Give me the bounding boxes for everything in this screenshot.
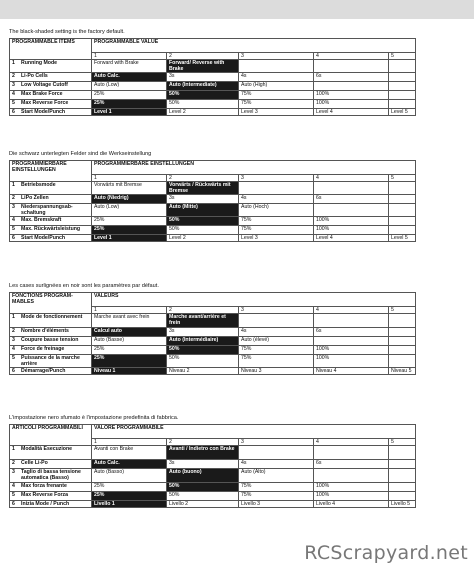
column-number: 1 (92, 53, 167, 60)
value-cell: Level 4 (314, 109, 389, 116)
table-row (10, 501, 416, 508)
item-label (10, 469, 92, 483)
table-row (10, 82, 416, 91)
item-name: LiPo Zellen (21, 195, 49, 201)
default-value-cell: Level 1 (92, 109, 167, 116)
item-label (10, 337, 92, 346)
item-number: 4 (12, 217, 15, 223)
value-cell: Livello 2 (167, 501, 239, 508)
value-cell (314, 337, 389, 346)
item-label (10, 109, 92, 116)
item-label (10, 446, 92, 460)
value-cell (389, 314, 416, 328)
value-cell: Auto (Low) (92, 82, 167, 91)
item-label (10, 73, 92, 82)
table-row (10, 469, 416, 483)
item-label (10, 195, 92, 204)
column-number: 3 (239, 175, 314, 182)
default-value-cell: 25% (92, 355, 167, 368)
item-label (10, 204, 92, 217)
item-label (10, 314, 92, 328)
value-cell: 100% (314, 355, 389, 368)
table-row (10, 226, 416, 235)
values-column-header: PROGRAMMABLE VALUE (92, 39, 416, 53)
default-value-cell: Auto (buono) (167, 469, 239, 483)
item-label (10, 328, 92, 337)
item-name: Celle Li-Po (21, 460, 48, 466)
item-number: 1 (12, 446, 15, 452)
value-cell: 100% (314, 492, 389, 501)
value-cell: 3s (167, 460, 239, 469)
value-cell (389, 446, 416, 460)
column-number: 1 (92, 175, 167, 182)
value-cell: Level 3 (239, 109, 314, 116)
table-row (10, 337, 416, 346)
item-number: 6 (12, 368, 15, 374)
value-cell (239, 446, 314, 460)
table-header-row (10, 39, 416, 53)
values-column-header: VALORE PROGRAMMABILE (92, 425, 416, 439)
item-name: Nombre d'éléments (21, 328, 69, 334)
item-name: Max. Rückwärtsleistung (21, 226, 81, 232)
item-label (10, 355, 92, 368)
table-row (10, 235, 416, 242)
items-column-header: ARTICOLI PROGRAMMABILI (10, 425, 92, 446)
table-row (10, 355, 416, 368)
default-value-cell: Marche avant/arrière et frein (167, 314, 239, 328)
item-label (10, 460, 92, 469)
table-row (10, 73, 416, 82)
item-number: 2 (12, 73, 15, 79)
item-number: 2 (12, 328, 15, 334)
value-cell (389, 82, 416, 91)
value-cell: Auto (Hoch) (239, 204, 314, 217)
item-label (10, 346, 92, 355)
item-number: 1 (12, 314, 15, 320)
default-value-cell: 50% (167, 346, 239, 355)
value-cell: 75% (239, 100, 314, 109)
value-cell: 75% (239, 492, 314, 501)
value-cell (389, 460, 416, 469)
item-label (10, 60, 92, 73)
default-value-cell: Forward/ Reverse with Brake (167, 60, 239, 73)
table-row (10, 91, 416, 100)
default-value-cell: Level 1 (92, 235, 167, 242)
default-value-cell: Auto Calc. (92, 460, 167, 469)
column-number: 5 (389, 307, 416, 314)
value-cell: Livello 3 (239, 501, 314, 508)
table-header-row (10, 161, 416, 175)
column-number: 2 (167, 439, 239, 446)
item-name: Max Reverse Forza (21, 492, 68, 498)
value-cell (389, 469, 416, 483)
value-cell: 50% (167, 100, 239, 109)
default-setting-note: Die schwarz unterlegten Felder sind die Werkseinstellung (9, 151, 152, 157)
value-cell: 4s (239, 73, 314, 82)
default-setting-note: Les cases surlignées en noir sont les paramètres par défaut. (9, 283, 159, 289)
item-number: 1 (12, 60, 15, 66)
value-cell: Livello 4 (314, 501, 389, 508)
items-column-header: PROGRAMMABLE ITEMS (10, 39, 92, 60)
value-cell: 3s (167, 73, 239, 82)
item-number: 5 (12, 100, 15, 106)
item-number: 6 (12, 109, 15, 115)
value-cell: Niveau 3 (239, 368, 314, 375)
table-header-row (10, 293, 416, 307)
item-name: Modalità Esecuzione (21, 446, 73, 452)
value-cell (389, 492, 416, 501)
item-label (10, 226, 92, 235)
value-cell (239, 60, 314, 73)
item-name: Puissance de la marche arrière (21, 355, 80, 367)
column-number: 2 (167, 307, 239, 314)
value-cell (389, 73, 416, 82)
table-header-row (10, 425, 416, 439)
table-row (10, 328, 416, 337)
value-cell (314, 182, 389, 195)
item-number: 3 (12, 337, 15, 343)
value-cell: 75% (239, 217, 314, 226)
item-name: Low Voltage Cutoff (21, 82, 68, 88)
value-cell: 4s (239, 328, 314, 337)
table-row (10, 314, 416, 328)
column-number: 2 (167, 175, 239, 182)
item-number: 5 (12, 355, 15, 361)
value-cell: Niveau 2 (167, 368, 239, 375)
programming-table (9, 160, 416, 242)
value-cell: 50% (167, 492, 239, 501)
value-cell: 3s (167, 195, 239, 204)
value-cell: 25% (92, 217, 167, 226)
table-row (10, 483, 416, 492)
value-cell: Vorwärts mit Bremse (92, 182, 167, 195)
item-number: 5 (12, 226, 15, 232)
item-label (10, 483, 92, 492)
default-value-cell: Auto (Niedrig) (92, 195, 167, 204)
item-name: Max forza frenante (21, 483, 67, 489)
value-cell: 75% (239, 483, 314, 492)
value-cell (389, 217, 416, 226)
item-number: 4 (12, 91, 15, 97)
value-cell: 100% (314, 226, 389, 235)
value-cell: Auto (High) (239, 82, 314, 91)
value-cell: Niveau 4 (314, 368, 389, 375)
item-number: 2 (12, 195, 15, 201)
item-label (10, 492, 92, 501)
item-name: Inizia Mode / Punch (21, 501, 70, 507)
default-value-cell: 50% (167, 217, 239, 226)
value-cell (389, 100, 416, 109)
item-name: Force de freinage (21, 346, 65, 352)
value-cell: Level 4 (314, 235, 389, 242)
table-row (10, 109, 416, 116)
value-cell (389, 91, 416, 100)
table-row (10, 346, 416, 355)
item-number: 6 (12, 501, 15, 507)
value-cell (389, 346, 416, 355)
item-number: 6 (12, 235, 15, 241)
item-number: 3 (12, 204, 15, 210)
table-row (10, 60, 416, 73)
default-setting-note: L'impostazione nero sfumato è l'impostazione predefinita di fabbrica. (9, 415, 179, 421)
table-row (10, 217, 416, 226)
value-cell (314, 60, 389, 73)
default-value-cell: 25% (92, 492, 167, 501)
default-value-cell: Niveau 1 (92, 368, 167, 375)
item-name: Taglio di bassa tensione automatica (Basso) (21, 469, 81, 481)
item-label (10, 182, 92, 195)
value-cell: 100% (314, 100, 389, 109)
default-value-cell: 25% (92, 100, 167, 109)
value-cell: 4s (239, 195, 314, 204)
column-number: 5 (389, 53, 416, 60)
item-name: Start Mode/Punch (21, 109, 66, 115)
value-cell (389, 483, 416, 492)
column-number: 4 (314, 439, 389, 446)
value-cell: Auto (Basse) (92, 337, 167, 346)
item-label (10, 501, 92, 508)
value-cell: Level 3 (239, 235, 314, 242)
column-number: 1 (92, 307, 167, 314)
items-column-header: PROGRAMMIERBARE EINSTELLUNGEN (10, 161, 92, 182)
table-row (10, 204, 416, 217)
value-cell: 6s (314, 73, 389, 82)
value-cell: Auto (Alto) (239, 469, 314, 483)
programming-table (9, 424, 416, 508)
value-cell: 50% (167, 226, 239, 235)
value-cell: Auto (Low) (92, 204, 167, 217)
item-number: 3 (12, 469, 15, 475)
item-number: 2 (12, 460, 15, 466)
item-name: Mode de fonctionnement (21, 314, 83, 320)
default-value-cell: 50% (167, 91, 239, 100)
table-row (10, 100, 416, 109)
value-cell: 25% (92, 91, 167, 100)
item-name: Li-Po Cells (21, 73, 48, 79)
column-number: 5 (389, 439, 416, 446)
value-cell: 75% (239, 91, 314, 100)
value-cell (239, 314, 314, 328)
value-cell: Level 5 (389, 109, 416, 116)
default-value-cell: 25% (92, 226, 167, 235)
value-cell: 6s (314, 195, 389, 204)
value-cell (389, 226, 416, 235)
column-number: 4 (314, 53, 389, 60)
top-header-bar (0, 0, 474, 19)
value-cell: Auto (Basso) (92, 469, 167, 483)
value-cell: 75% (239, 355, 314, 368)
value-cell: 25% (92, 346, 167, 355)
default-value-cell: Vorwärts / Rückwärts mit Bremse (167, 182, 239, 195)
value-cell: Level 2 (167, 109, 239, 116)
value-cell: Level 5 (389, 235, 416, 242)
value-cell: 100% (314, 91, 389, 100)
default-value-cell: Auto (Intermédiaire) (167, 337, 239, 346)
item-label (10, 235, 92, 242)
programming-table (9, 292, 416, 375)
item-number: 5 (12, 492, 15, 498)
value-cell (389, 60, 416, 73)
default-value-cell: Auto Calc. (92, 73, 167, 82)
item-number: 3 (12, 82, 15, 88)
value-cell: 75% (239, 226, 314, 235)
value-cell: 100% (314, 346, 389, 355)
item-name: Niederspannungsab-schaltung (21, 204, 73, 216)
column-number: 1 (92, 439, 167, 446)
value-cell: Forward with Brake (92, 60, 167, 73)
value-cell: 3s (167, 328, 239, 337)
table-row (10, 460, 416, 469)
value-cell: Auto (élevé) (239, 337, 314, 346)
item-label (10, 368, 92, 375)
values-column-header: VALEURS (92, 293, 416, 307)
value-cell (239, 182, 314, 195)
column-number: 4 (314, 175, 389, 182)
value-cell: Niveau 5 (389, 368, 416, 375)
value-cell (389, 195, 416, 204)
value-cell (314, 446, 389, 460)
default-value-cell: Auto (Intermediate) (167, 82, 239, 91)
value-cell: Avanti con Brake (92, 446, 167, 460)
item-label (10, 91, 92, 100)
column-number: 3 (239, 439, 314, 446)
default-value-cell: Avanti / Indietro con Brake (167, 446, 239, 460)
value-cell (314, 469, 389, 483)
item-name: Démarrage/Punch (21, 368, 66, 374)
value-cell: 25% (92, 483, 167, 492)
value-cell (314, 314, 389, 328)
item-name: Max Brake Force (21, 91, 63, 97)
value-cell: 6s (314, 328, 389, 337)
value-cell (389, 355, 416, 368)
table-row (10, 195, 416, 204)
table-row (10, 182, 416, 195)
table-row (10, 368, 416, 375)
value-cell (314, 204, 389, 217)
value-cell (389, 182, 416, 195)
item-label (10, 100, 92, 109)
value-cell: 100% (314, 483, 389, 492)
items-column-header: FONCTIONS PROGRAM-MABLES (10, 293, 92, 314)
item-name: Betriebsmode (21, 182, 56, 188)
table-row (10, 446, 416, 460)
column-number: 2 (167, 53, 239, 60)
default-value-cell: Auto (Mitte) (167, 204, 239, 217)
value-cell: Level 2 (167, 235, 239, 242)
default-value-cell: Calcul auto (92, 328, 167, 337)
item-name: Running Mode (21, 60, 58, 66)
item-name: Max Reverse Force (21, 100, 69, 106)
values-column-header: PROGRAMMIERBARE EINSTELLUNGEN (92, 161, 416, 175)
programming-table (9, 38, 416, 116)
item-number: 4 (12, 346, 15, 352)
column-number: 3 (239, 53, 314, 60)
value-cell: 4s (239, 460, 314, 469)
column-number: 3 (239, 307, 314, 314)
value-cell: Marche avant avec frein (92, 314, 167, 328)
item-label (10, 82, 92, 91)
table-row (10, 492, 416, 501)
watermark: RCScrapyard.net (304, 542, 468, 564)
default-value-cell: 50% (167, 483, 239, 492)
item-name: Start Mode/Punch (21, 235, 66, 241)
value-cell: 6s (314, 460, 389, 469)
item-number: 4 (12, 483, 15, 489)
item-label (10, 217, 92, 226)
item-name: Max. Bremskraft (21, 217, 62, 223)
value-cell: 75% (239, 346, 314, 355)
value-cell: Livello 5 (389, 501, 416, 508)
value-cell (389, 328, 416, 337)
default-value-cell: Livello 1 (92, 501, 167, 508)
value-cell (389, 204, 416, 217)
value-cell (314, 82, 389, 91)
item-name: Coupure basse tension (21, 337, 79, 343)
value-cell (389, 337, 416, 346)
value-cell: 100% (314, 217, 389, 226)
default-setting-note: The black-shaded setting is the factory default. (9, 29, 125, 35)
value-cell: 50% (167, 355, 239, 368)
item-number: 1 (12, 182, 15, 188)
column-number: 4 (314, 307, 389, 314)
column-number: 5 (389, 175, 416, 182)
